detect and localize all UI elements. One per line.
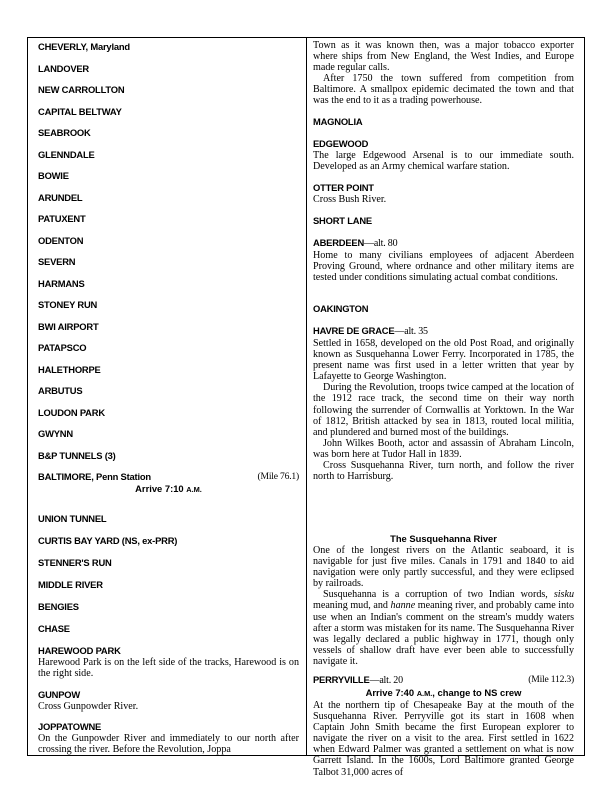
station-chase: CHASE <box>38 623 70 634</box>
station-bowie: BOWIE <box>38 170 69 181</box>
word-hanne: hanne <box>390 600 416 612</box>
station-magnolia: MAGNOLIA <box>313 116 363 127</box>
joppatowne-text: On the Gunpowder River and immediately to our north after crossing the river. Before the Revolution, Joppa <box>38 733 299 756</box>
station-severn: SEVERN <box>38 256 76 267</box>
word-sisku: sisku <box>553 589 574 601</box>
station-odenton: ODENTON <box>38 234 84 246</box>
station-middle-river: MIDDLE RIVER <box>38 579 103 590</box>
susquehanna-title: The Susquehanna River <box>390 533 497 544</box>
aberdeen-name: ABERDEEN <box>313 237 365 248</box>
aberdeen-text: Home to many civilians employees of adjacent Aberdeen Proving Ground, where ordnance and other military items are tested under conditions simulating actual combat conditions. <box>313 250 574 284</box>
station-curtis-bay-yard: CURTIS BAY YARD (NS, ex-PRR) <box>38 535 178 546</box>
station-joppatowne <box>38 721 299 755</box>
edgewood-text: The large Edgewood Arsenal is to our immediate south. Developed as an Army chemical warfare station. <box>313 150 574 173</box>
station-gwynn: GWYNN <box>38 428 73 439</box>
station-havre-de-grace <box>313 325 574 482</box>
havre-p1: Settled in 1658, developed on the old Post Road, and originally known as Susquehanna Lower Ferry. Incorporated in 1785, the present name was first used in a letter written that year by Lafayette to George Washington. <box>313 338 574 383</box>
joppatowne-name: JOPPATOWNE <box>38 721 102 732</box>
station-stenners-run: STENNER'S RUN <box>38 557 112 568</box>
havre-alt: —alt. 35 <box>394 326 428 337</box>
station-patapsco: PATAPSCO <box>38 342 87 353</box>
station-bwi-airport: BWI AIRPORT <box>38 320 99 332</box>
otter-text: Cross Bush River. <box>313 194 387 205</box>
station-bengies: BENGIES <box>38 601 79 612</box>
station-cheverly: CHEVERLY, Maryland <box>38 41 130 52</box>
susquehanna-p1: One of the longest rivers on the Atlantic seaboard, it is navigable for just five miles. Canals in 1791 and 1840 to aid navigation were only partly successful, and they were eclipsed by railroads. <box>313 545 574 590</box>
station-new-carrollton: NEW CARROLLTON <box>38 84 125 95</box>
joppa-cont-text: Town as it was known then, was a major tobacco exporter where ships from New England, the West Indies, and Europe made regular calls. <box>313 40 574 74</box>
station-baltimore <box>38 471 299 496</box>
station-loudon-park: LOUDON PARK <box>38 406 105 418</box>
station-otter-point <box>313 182 574 205</box>
station-harmans: HARMANS <box>38 277 85 289</box>
joppa-cont-text-2: After 1750 the town suffered from competition from Baltimore. A smallpox epidemic decimated the town and that was the end to it as a trading powerhouse. <box>313 73 574 107</box>
station-glenndale: GLENNDALE <box>38 148 95 160</box>
baltimore-arrive: Arrive 7:10 A.M. <box>135 483 202 494</box>
susquehanna-p2: Susquehanna is a corruption of two Indian words, sisku meaning mud, and hanne meaning river, and probably came into use when an Indian's comment on the stream's muddy waters after a storm was mistaken for its name. The Susquehanna River was legally declared a public highway in 1771, though only vessels of shallow draft have ever been able to successfully navigate it. <box>313 589 574 667</box>
baltimore-mile: (Mile 76.1) <box>257 471 299 482</box>
perryville-name: PERRYVILLE <box>313 674 370 685</box>
station-oakington: OAKINGTON <box>313 303 369 314</box>
station-bp-tunnels: B&P TUNNELS (3) <box>38 449 116 461</box>
station-halethorpe: HALETHORPE <box>38 363 101 375</box>
station-landover: LANDOVER <box>38 62 90 74</box>
harewood-name: HAREWOOD PARK <box>38 645 121 656</box>
station-perryville <box>313 674 574 778</box>
station-edgewood <box>313 138 574 172</box>
edgewood-name: EDGEWOOD <box>313 138 369 149</box>
havre-name: HAVRE DE GRACE <box>313 325 395 336</box>
gunpow-name: GUNPOW <box>38 689 81 700</box>
station-arundel: ARUNDEL <box>38 191 83 203</box>
joppa-continuation <box>313 40 574 107</box>
station-stoney-run: STONEY RUN <box>38 299 98 310</box>
station-arbutus: ARBUTUS <box>38 385 83 396</box>
station-capital-beltway: CAPITAL BELTWAY <box>38 105 122 117</box>
perryville-mile: (Mile 112.3) <box>528 674 574 685</box>
station-aberdeen <box>313 237 574 283</box>
harewood-text: Harewood Park is on the left side of the tracks, Harewood is on the right side. <box>38 657 299 680</box>
otter-name: OTTER POINT <box>313 182 374 193</box>
station-short-lane: SHORT LANE <box>313 215 372 226</box>
gunpow-text: Cross Gunpowder River. <box>38 701 139 712</box>
aberdeen-alt: —alt. 80 <box>364 238 398 249</box>
station-patuxent: PATUXENT <box>38 213 86 224</box>
station-union-tunnel: UNION TUNNEL <box>38 513 107 524</box>
perryville-text: At the northern tip of Chesapeake Bay at the mouth of the Susquehanna River. Perryville got its start in 1608 when Captain John Smith became the first European explorer to navigate the river on a visit to the area. First settled in 1622 when Edward Palmer was granted a settlement on what is now Garrett Island. In the 1600s, Lord Baltimore granted George Talbot 31,000 acres of <box>313 700 574 778</box>
susquehanna-section <box>313 533 574 667</box>
station-seabrook: SEABROOK <box>38 127 91 138</box>
perryville-alt: —alt. 20 <box>369 675 403 686</box>
baltimore-name: BALTIMORE, Penn Station <box>38 471 151 482</box>
column-divider <box>306 37 307 756</box>
havre-p2: During the Revolution, troops twice camped at the location of the 1912 race track, the second time on their way north following the surrender of Cornwallis at Yorktown. In the War of 1812, British attacked by sea in 1813, routed local militia, and plundered and burned most of the buildings. <box>313 382 574 438</box>
havre-p3: John Wilkes Booth, actor and assassin of Abraham Lincoln, was born here at Tudor Hall in 1839. <box>313 437 574 460</box>
station-harewood-park <box>38 645 299 679</box>
perryville-arrive: Arrive 7:40 A.M., change to NS crew <box>365 687 522 698</box>
havre-p4: Cross Susquehanna River, turn north, and follow the river north to Harrisburg. <box>313 460 574 483</box>
station-gunpow <box>38 689 299 712</box>
